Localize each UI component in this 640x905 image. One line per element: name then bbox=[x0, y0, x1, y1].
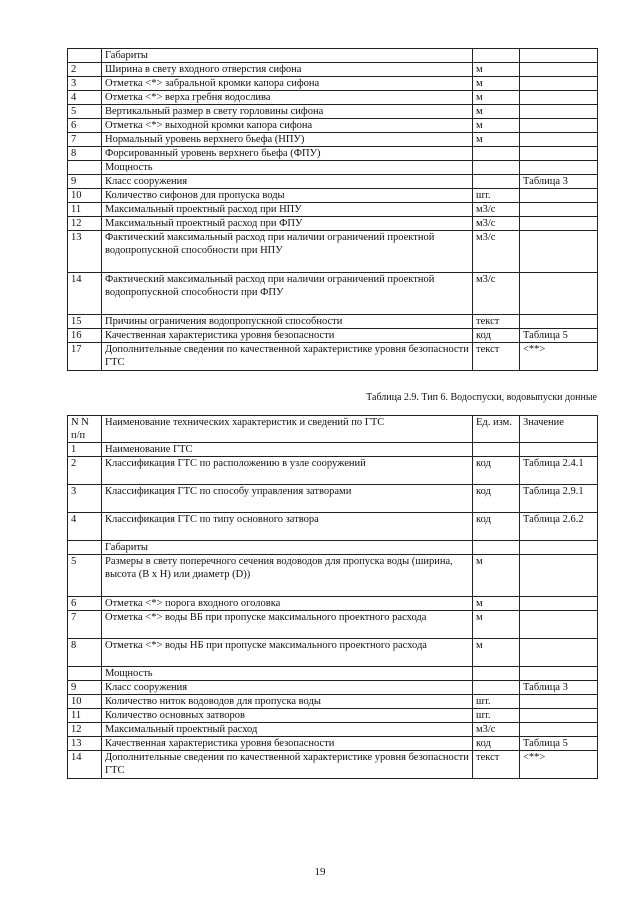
row-name: Максимальный проектный расход при НПУ bbox=[102, 203, 473, 217]
table-row bbox=[68, 315, 598, 329]
row-value bbox=[520, 667, 598, 681]
row-unit: м3/с bbox=[473, 273, 520, 315]
row-number bbox=[68, 49, 102, 63]
row-name: Количество основных затворов bbox=[102, 709, 473, 723]
row-unit: м bbox=[473, 611, 520, 639]
row-name: Отметка <*> порога входного оголовка bbox=[102, 597, 473, 611]
row-value bbox=[520, 273, 598, 315]
table-continued-siphon bbox=[67, 48, 598, 371]
row-unit: шт. bbox=[473, 695, 520, 709]
row-number: 3 bbox=[68, 485, 102, 513]
row-value bbox=[520, 443, 598, 457]
row-number: 15 bbox=[68, 315, 102, 329]
row-unit: м bbox=[473, 77, 520, 91]
row-unit: код bbox=[473, 329, 520, 343]
row-number: 13 bbox=[68, 737, 102, 751]
row-value bbox=[520, 119, 598, 133]
table-row bbox=[68, 63, 598, 77]
row-value bbox=[520, 709, 598, 723]
row-number: 12 bbox=[68, 723, 102, 737]
row-unit: м3/с bbox=[473, 231, 520, 273]
row-value: Таблица 3 bbox=[520, 175, 598, 189]
table-row bbox=[68, 231, 598, 273]
row-unit bbox=[473, 541, 520, 555]
row-number: 17 bbox=[68, 343, 102, 371]
row-name: Мощность bbox=[102, 161, 473, 175]
row-value bbox=[520, 161, 598, 175]
row-unit: текст bbox=[473, 315, 520, 329]
row-number: 6 bbox=[68, 119, 102, 133]
table-header-row bbox=[68, 416, 598, 443]
row-number: 2 bbox=[68, 457, 102, 485]
row-name: Дополнительные сведения по качественной характеристике уровня безопасности ГТС bbox=[102, 751, 473, 779]
row-name: Фактический максимальный расход при наличии ограничений проектной водопропускной способности при НПУ bbox=[102, 231, 473, 273]
table-row bbox=[68, 709, 598, 723]
row-number: 10 bbox=[68, 189, 102, 203]
row-name: Количество сифонов для пропуска воды bbox=[102, 189, 473, 203]
table-row bbox=[68, 175, 598, 189]
row-value bbox=[520, 217, 598, 231]
table-row bbox=[68, 77, 598, 91]
row-name: Классификация ГТС по типу основного затвора bbox=[102, 513, 473, 541]
row-unit: текст bbox=[473, 751, 520, 779]
row-value bbox=[520, 105, 598, 119]
row-value bbox=[520, 723, 598, 737]
row-name: Дополнительные сведения по качественной характеристике уровня безопасности ГТС bbox=[102, 343, 473, 371]
table-row bbox=[68, 485, 598, 513]
row-name: Качественная характеристика уровня безопасности bbox=[102, 329, 473, 343]
row-unit bbox=[473, 161, 520, 175]
row-name: Класс сооружения bbox=[102, 175, 473, 189]
row-name: Отметка <*> забральной кромки капора сифона bbox=[102, 77, 473, 91]
row-name: Количество ниток водоводов для пропуска воды bbox=[102, 695, 473, 709]
row-unit: код bbox=[473, 457, 520, 485]
row-unit: шт. bbox=[473, 189, 520, 203]
row-name: Класс сооружения bbox=[102, 681, 473, 695]
table-row bbox=[68, 667, 598, 681]
row-value: Таблица 5 bbox=[520, 737, 598, 751]
row-number: 6 bbox=[68, 597, 102, 611]
row-unit: код bbox=[473, 737, 520, 751]
row-number: 7 bbox=[68, 611, 102, 639]
row-unit: м bbox=[473, 555, 520, 597]
row-number: 3 bbox=[68, 77, 102, 91]
row-number: 8 bbox=[68, 639, 102, 667]
row-name: Классификация ГТС по расположению в узле сооружений bbox=[102, 457, 473, 485]
row-name: Фактический максимальный расход при наличии ограничений проектной водопропускной способности при ФПУ bbox=[102, 273, 473, 315]
row-unit: шт. bbox=[473, 709, 520, 723]
row-number: 1 bbox=[68, 443, 102, 457]
table-row bbox=[68, 555, 598, 597]
table-row bbox=[68, 343, 598, 371]
row-number: 9 bbox=[68, 175, 102, 189]
table-row bbox=[68, 443, 598, 457]
table-row bbox=[68, 737, 598, 751]
row-number: 13 bbox=[68, 231, 102, 273]
row-unit bbox=[473, 147, 520, 161]
row-unit: м bbox=[473, 639, 520, 667]
table-row bbox=[68, 329, 598, 343]
row-name: Отметка <*> воды ВБ при пропуске максимального проектного расхода bbox=[102, 611, 473, 639]
row-number: 8 bbox=[68, 147, 102, 161]
row-number: 4 bbox=[68, 91, 102, 105]
row-number bbox=[68, 667, 102, 681]
row-value bbox=[520, 231, 598, 273]
table-row bbox=[68, 133, 598, 147]
header-unit: Ед. изм. bbox=[473, 416, 520, 443]
table-row bbox=[68, 723, 598, 737]
row-number: 9 bbox=[68, 681, 102, 695]
row-name: Наименование ГТС bbox=[102, 443, 473, 457]
row-unit: код bbox=[473, 485, 520, 513]
row-unit: м bbox=[473, 133, 520, 147]
row-unit bbox=[473, 667, 520, 681]
row-value bbox=[520, 315, 598, 329]
table-row bbox=[68, 273, 598, 315]
row-value bbox=[520, 203, 598, 217]
table-row bbox=[68, 189, 598, 203]
row-number: 14 bbox=[68, 273, 102, 315]
row-name: Максимальный проектный расход bbox=[102, 723, 473, 737]
row-value bbox=[520, 147, 598, 161]
table-row bbox=[68, 681, 598, 695]
row-number: 16 bbox=[68, 329, 102, 343]
table-row bbox=[68, 751, 598, 779]
table-bottom-outlets bbox=[67, 415, 598, 779]
row-value: Таблица 2.4.1 bbox=[520, 457, 598, 485]
row-value bbox=[520, 695, 598, 709]
row-name: Габариты bbox=[102, 541, 473, 555]
table-row bbox=[68, 91, 598, 105]
page-number: 19 bbox=[314, 866, 326, 878]
row-name: Размеры в свету поперечного сечения водоводов для пропуска воды (ширина, высота (B x H) или диаметр (D)) bbox=[102, 555, 473, 597]
table-row bbox=[68, 695, 598, 709]
table-caption: Таблица 2.9. Тип 6. Водоспуски, водовыпуски донные bbox=[366, 392, 597, 403]
row-number: 7 bbox=[68, 133, 102, 147]
row-value: <**> bbox=[520, 751, 598, 779]
table-row bbox=[68, 119, 598, 133]
row-unit: м bbox=[473, 119, 520, 133]
header-number: N N п/п bbox=[68, 416, 102, 443]
row-unit bbox=[473, 175, 520, 189]
row-unit: м bbox=[473, 63, 520, 77]
row-number: 5 bbox=[68, 555, 102, 597]
table-row bbox=[68, 105, 598, 119]
table-row bbox=[68, 513, 598, 541]
row-number: 5 bbox=[68, 105, 102, 119]
row-name: Отметка <*> воды НБ при пропуске максимального проектного расхода bbox=[102, 639, 473, 667]
row-unit: текст bbox=[473, 343, 520, 371]
table-row bbox=[68, 147, 598, 161]
row-number bbox=[68, 161, 102, 175]
row-value bbox=[520, 91, 598, 105]
row-name: Максимальный проектный расход при ФПУ bbox=[102, 217, 473, 231]
row-number: 11 bbox=[68, 709, 102, 723]
row-value bbox=[520, 189, 598, 203]
row-number: 10 bbox=[68, 695, 102, 709]
row-number: 14 bbox=[68, 751, 102, 779]
row-value: Таблица 2.6.2 bbox=[520, 513, 598, 541]
row-value bbox=[520, 611, 598, 639]
row-value bbox=[520, 597, 598, 611]
row-name: Классификация ГТС по способу управления затворами bbox=[102, 485, 473, 513]
table-row bbox=[68, 457, 598, 485]
row-unit: код bbox=[473, 513, 520, 541]
table-row bbox=[68, 639, 598, 667]
row-unit: м bbox=[473, 105, 520, 119]
table-row bbox=[68, 597, 598, 611]
row-value bbox=[520, 77, 598, 91]
row-unit bbox=[473, 681, 520, 695]
row-value bbox=[520, 555, 598, 597]
table-row bbox=[68, 161, 598, 175]
table-row bbox=[68, 203, 598, 217]
row-value: Таблица 3 bbox=[520, 681, 598, 695]
row-name: Причины ограничения водопропускной способности bbox=[102, 315, 473, 329]
row-name: Вертикальный размер в свету горловины сифона bbox=[102, 105, 473, 119]
row-name: Отметка <*> выходной кромки капора сифона bbox=[102, 119, 473, 133]
row-name: Качественная характеристика уровня безопасности bbox=[102, 737, 473, 751]
row-number bbox=[68, 541, 102, 555]
table-row bbox=[68, 611, 598, 639]
row-unit: м bbox=[473, 597, 520, 611]
row-name: Ширина в свету входного отверстия сифона bbox=[102, 63, 473, 77]
row-number: 2 bbox=[68, 63, 102, 77]
row-number: 4 bbox=[68, 513, 102, 541]
row-number: 11 bbox=[68, 203, 102, 217]
row-value bbox=[520, 541, 598, 555]
row-number: 12 bbox=[68, 217, 102, 231]
row-value: <**> bbox=[520, 343, 598, 371]
row-name: Форсированный уровень верхнего бьефа (ФПУ) bbox=[102, 147, 473, 161]
row-unit bbox=[473, 49, 520, 63]
row-value bbox=[520, 639, 598, 667]
row-value bbox=[520, 49, 598, 63]
row-value: Таблица 5 bbox=[520, 329, 598, 343]
row-unit: м3/с bbox=[473, 203, 520, 217]
row-unit bbox=[473, 443, 520, 457]
row-unit: м3/с bbox=[473, 723, 520, 737]
table-row bbox=[68, 49, 598, 63]
row-value bbox=[520, 133, 598, 147]
row-value bbox=[520, 63, 598, 77]
row-name: Габариты bbox=[102, 49, 473, 63]
row-name: Отметка <*> верха гребня водослива bbox=[102, 91, 473, 105]
row-name: Мощность bbox=[102, 667, 473, 681]
table-row bbox=[68, 217, 598, 231]
header-name: Наименование технических характеристик и сведений по ГТС bbox=[102, 416, 473, 443]
header-value: Значение bbox=[520, 416, 598, 443]
row-unit: м bbox=[473, 91, 520, 105]
row-name: Нормальный уровень верхнего бьефа (НПУ) bbox=[102, 133, 473, 147]
row-unit: м3/с bbox=[473, 217, 520, 231]
row-value: Таблица 2.9.1 bbox=[520, 485, 598, 513]
table-row bbox=[68, 541, 598, 555]
